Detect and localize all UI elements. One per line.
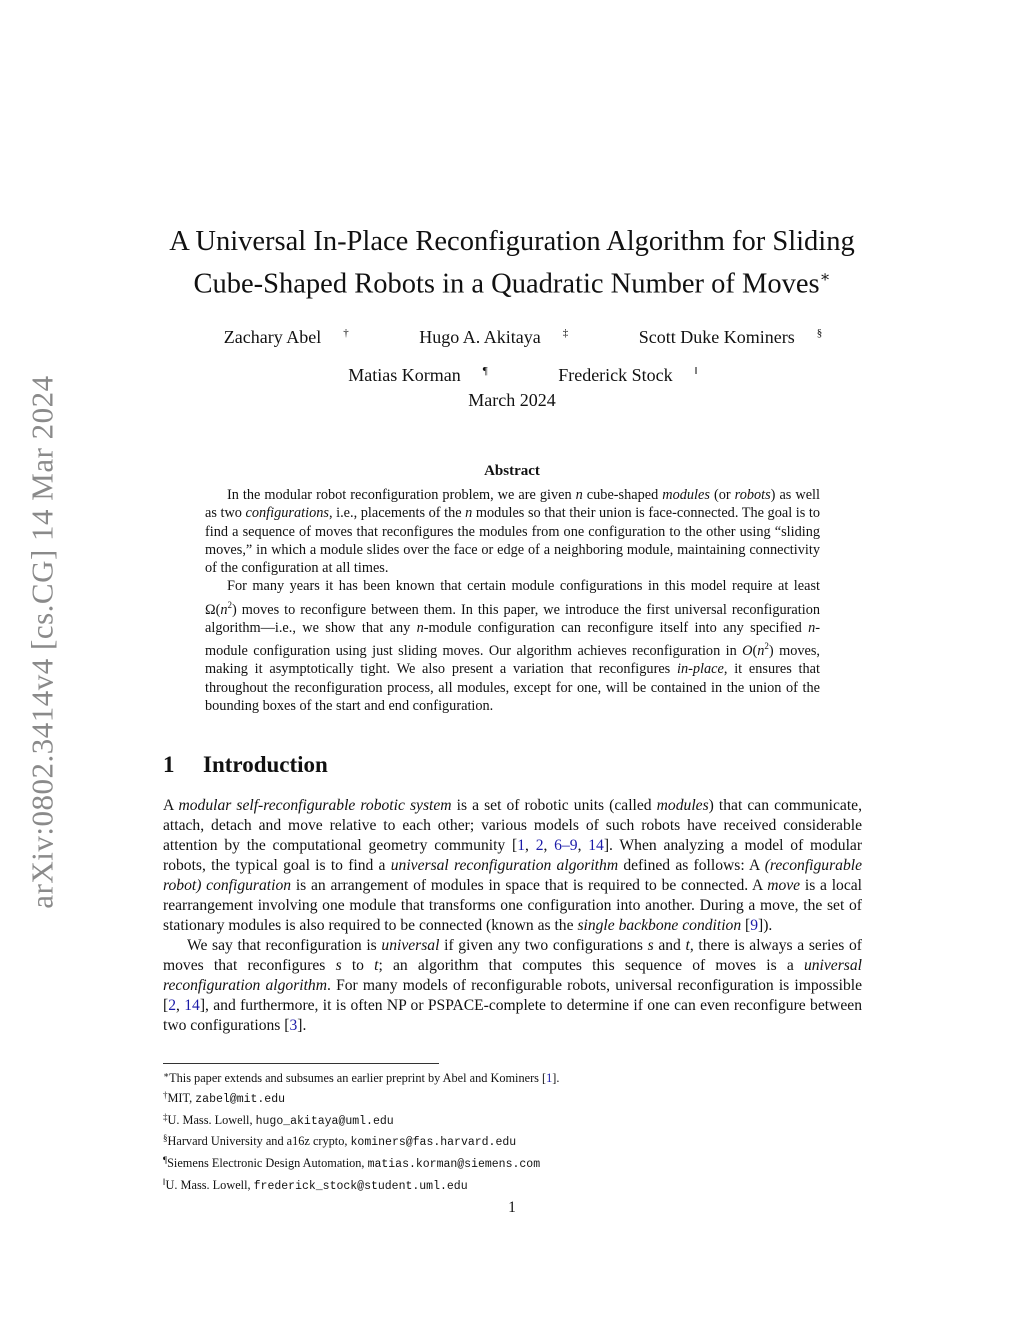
email-address: matias.korman@siemens.com — [367, 1158, 541, 1172]
footnote: §Harvard University and a16z crypto, kominers@fas.harvard.edu — [163, 1133, 517, 1150]
paper-date: March 2024 — [468, 390, 556, 410]
footnote: ¶Siemens Electronic Design Automation, matias.korman@siemens.com — [163, 1155, 541, 1172]
citation-link[interactable]: 2 — [535, 837, 544, 854]
body-paragraph: A modular self-reconfigurable robotic system is a set of robotic units (called modules) that can communicate, attach, detach and move relative to each other; various models of such robots have received considerable attention by the computational geometry community [1, 2, 6–9, 14]. When analyzing a model of modular robots, the typical goal is to find a universal reconfiguration algorithm defined as follows: A (reconfigurable robot) configuration is an arrangement of modules in space that is required to be connected. A move is a local rearrangement involving one module that transforms one configuration into another. During a move, the set of stationary modules is also required to be connected (known as the single backbone condition [9]). — [163, 797, 863, 934]
abstract-body — [205, 486, 820, 715]
author: Zachary Abel † — [223, 327, 349, 347]
abstract-paragraph: In the modular robot reconfiguration problem, we are given n cube-shaped modules (or robots) as well as two configurations, i.e., placements of the n modules so that their union is face-connected. The goal is to find a sequence of moves that reconfigures the modules from one configuration to the other using “sliding moves,” in which a module slides over the face or edge of a neighboring module, maintaining connectivity of the configuration at all times. — [205, 487, 820, 577]
section-title: Introduction — [203, 752, 328, 777]
abstract-heading: Abstract — [484, 463, 540, 479]
author: Hugo A. Akitaya ‡ — [419, 327, 569, 347]
citation-link[interactable]: 1 — [517, 837, 525, 854]
citation-link[interactable]: 14 — [184, 997, 200, 1014]
citation-link[interactable]: 3 — [289, 1017, 298, 1034]
section-number: 1 — [163, 752, 175, 777]
author: Frederick Stock ‖ — [558, 365, 698, 385]
arxiv-id: arXiv:0802.3414v4 [cs.CG] 14 Mar 2024 — [25, 375, 61, 909]
citation-link[interactable]: 2 — [168, 997, 176, 1014]
citation-link[interactable]: 14 — [588, 837, 604, 854]
citation-link[interactable]: 6–9 — [554, 837, 578, 854]
email-address: hugo_akitaya@uml.edu — [255, 1114, 394, 1128]
footnote-divider — [163, 1063, 439, 1064]
paper-title — [130, 224, 894, 303]
title-footnote-mark: ∗ — [819, 269, 831, 286]
author: Matias Korman ¶ — [348, 365, 488, 385]
page-number: 1 — [508, 1199, 516, 1216]
author: Scott Duke Kominers § — [638, 327, 823, 347]
email-address: kominers@fas.harvard.edu — [350, 1136, 517, 1150]
title-line-2: Cube-Shaped Robots in a Quadratic Number of Moves∗ — [193, 268, 831, 300]
footnotes — [163, 1067, 863, 1196]
section-heading — [163, 752, 328, 778]
body-paragraph: We say that reconfiguration is universal if given any two configurations s and t, there is always a series of moves that reconfigures s to t; an algorithm that computes this sequence of moves is a universal reconfiguration algorithm. For many models of reconfigurable robots, universal reconfiguration is impossible [2, 14], and furthermore, it is often NP or PSPACE-complete to determine if one can even reconfigure between two configurations [3]. — [163, 937, 862, 1034]
footnote: ∗This paper extends and subsumes an earlier preprint by Abel and Kominers [1]. — [163, 1070, 560, 1085]
email-address: zabel@mit.edu — [195, 1092, 285, 1106]
citation-link[interactable]: 9 — [750, 917, 759, 934]
email-address: frederick_stock@student.uml.edu — [253, 1179, 468, 1193]
footnote: †MIT, zabel@mit.edu — [163, 1089, 285, 1106]
citation-link[interactable]: 1 — [546, 1071, 553, 1085]
introduction-body — [163, 796, 862, 1036]
arxiv-sidebar-stamp — [8, 352, 78, 932]
author-list — [130, 316, 894, 392]
footnote: ‖U. Mass. Lowell, frederick_stock@student.uml.edu — [163, 1176, 468, 1193]
footnote: ‡U. Mass. Lowell, hugo_akitaya@uml.edu — [163, 1111, 394, 1128]
abstract-paragraph: For many years it has been known that certain module configurations in this model require at least $\Omega(n^2)$ moves to reconfigure between them. In this paper, we introduce the first universal reconfiguration algorithm—i.e., we show that any n-module configuration can reconfigure itself into any specified n-module configuration using just sliding moves. Our algorithm achieves reconfiguration in $O(n^2)$ moves, making it asymptotically tight. We also present a variation that reconfigures in-place, it ensures that throughout the reconfiguration process, all modules, except for one, will be contained in the union of the bounding boxes of the start and end configuration. — [205, 578, 821, 714]
title-line-1: A Universal In-Place Reconfiguration Algorithm for Sliding — [169, 226, 855, 257]
